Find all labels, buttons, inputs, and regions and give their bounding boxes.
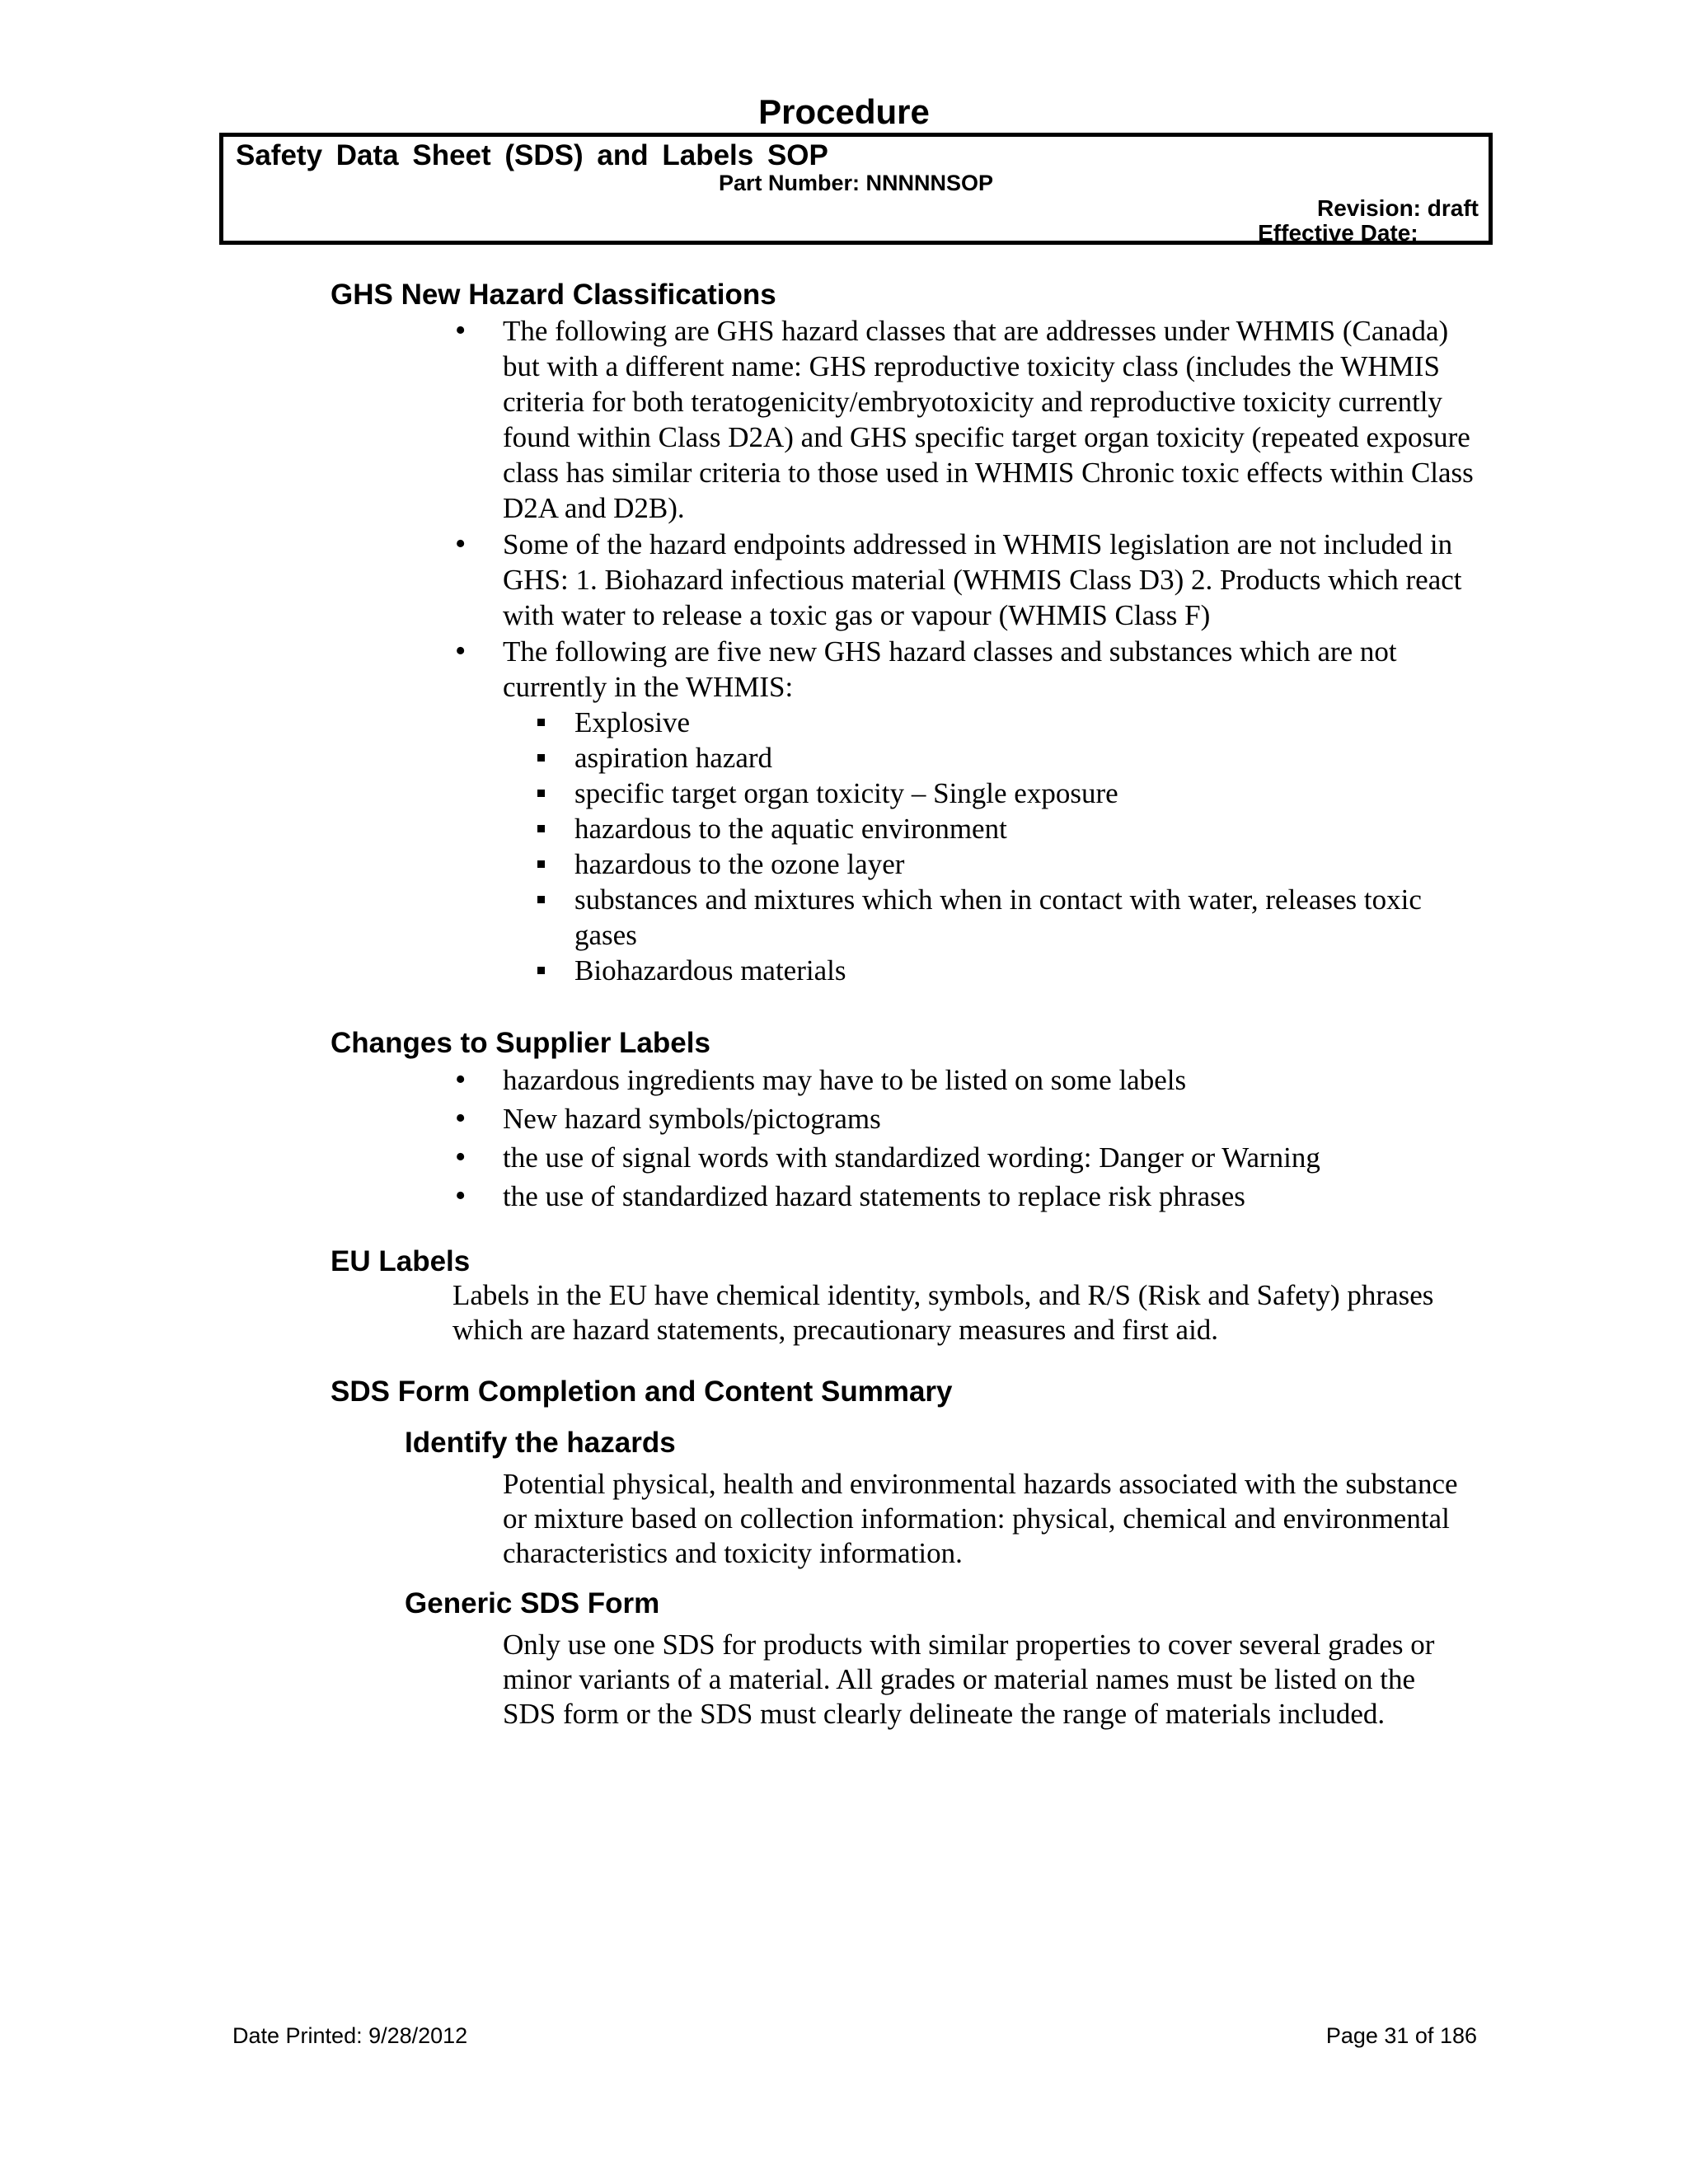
eu-labels-heading: EU Labels bbox=[331, 1245, 471, 1277]
eu-labels-text: Labels in the EU have chemical identity, symbols, and R/S (Risk and Safety) phrases which are hazard statements, precautionary measures and first aid. bbox=[452, 1279, 1434, 1346]
sds-form-heading: SDS Form Completion and Content Summary bbox=[331, 1376, 953, 1408]
generic-sds-heading: Generic SDS Form bbox=[405, 1587, 660, 1619]
list-item: Biohazardous materials bbox=[528, 953, 1475, 988]
generic-sds-text: Only use one SDS for products with similar properties to cover several grades or minor variants of a material. All grades or material names must be listed on the SDS form or the SDS must clearly delineate the range of materials included. bbox=[503, 1629, 1435, 1730]
list-item: Explosive bbox=[528, 705, 1475, 740]
part-number: Part Number: NNNNNSOP bbox=[718, 171, 994, 195]
page-number: Page 31 of 186 bbox=[1325, 2023, 1477, 2048]
list-item: • The following are five new GHS hazard classes and substances which are not currently in the WHMIS: bbox=[456, 634, 1482, 705]
list-item: • Some of the hazard endpoints addressed in WHMIS legislation are not included in GHS: 1. Biohazard infectious material (WHMIS Class D3) 2. Products which react with water to release a toxic gas or vapour (WHMIS Class F) bbox=[456, 527, 1482, 633]
list-item: hazardous to the ozone layer bbox=[528, 846, 1475, 882]
list-item: • the use of standardized hazard statements to replace risk phrases bbox=[456, 1179, 1482, 1214]
revision: Revision: draft bbox=[1316, 195, 1479, 221]
ghs-heading: GHS New Hazard Classifications bbox=[331, 279, 776, 311]
list-item: specific target organ toxicity – Single exposure bbox=[528, 776, 1475, 811]
supplier-labels-list bbox=[456, 1062, 1482, 1215]
list-item: substances and mixtures which when in contact with water, releases toxic gases bbox=[528, 882, 1475, 953]
list-item: • New hazard symbols/pictograms bbox=[456, 1101, 1482, 1137]
supplier-labels-heading: Changes to Supplier Labels bbox=[331, 1027, 710, 1059]
date-printed: Date Printed: 9/28/2012 bbox=[232, 2023, 468, 2048]
list-item: • The following are GHS hazard classes that are addresses under WHMIS (Canada) but with a different name: GHS reproductive toxicity class (includes the WHMIS criteria for both teratogenicity/embryotoxicity and reproductive toxicity currently found within Class D2A) and GHS specific target organ toxicity (repeated exposure class has similar criteria to those used in WHMIS Chronic toxic effects within Class D2A and D2B). bbox=[456, 313, 1482, 526]
list-item: • the use of signal words with standardized wording: Danger or Warning bbox=[456, 1140, 1482, 1175]
list-item: • hazardous ingredients may have to be listed on some labels bbox=[456, 1062, 1482, 1098]
identify-hazards-text: Potential physical, health and environmental hazards associated with the substance or mixture based on collection information: physical, chemical and environmental characteristics and toxicity information. bbox=[503, 1468, 1458, 1569]
ghs-hazard-class-list bbox=[528, 705, 1475, 988]
effective-date: Effective Date: _ bbox=[1258, 220, 1437, 246]
document-title: Safety Data Sheet (SDS) and Labels SOP bbox=[236, 139, 828, 171]
document-header-box bbox=[219, 133, 1493, 245]
list-item: hazardous to the aquatic environment bbox=[528, 811, 1475, 846]
identify-hazards-heading: Identify the hazards bbox=[405, 1427, 676, 1459]
list-item: aspiration hazard bbox=[528, 740, 1475, 776]
page-title: Procedure bbox=[758, 92, 930, 131]
ghs-bullet-list bbox=[456, 313, 1482, 705]
